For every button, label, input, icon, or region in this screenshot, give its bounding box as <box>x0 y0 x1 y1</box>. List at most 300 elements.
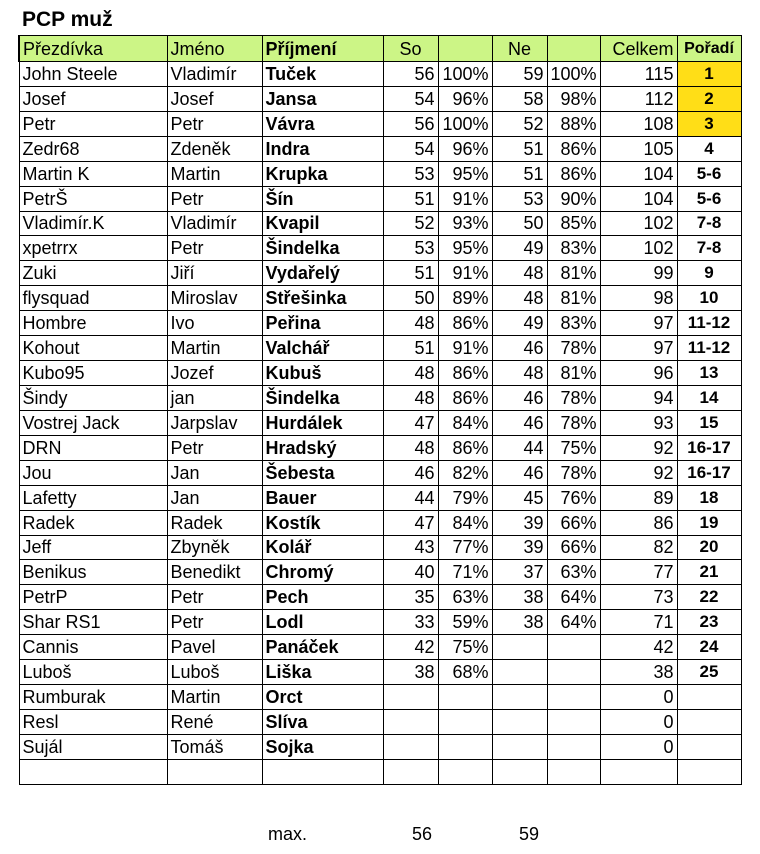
header-nick: Přezdívka <box>19 36 167 62</box>
table-row <box>19 610 741 635</box>
cell-so: 56 <box>383 111 438 136</box>
cell-so-pct: 82% <box>438 460 492 485</box>
cell-ne: 51 <box>492 161 547 186</box>
cell-so: 38 <box>383 660 438 685</box>
table-row <box>19 236 741 261</box>
cell-so <box>383 685 438 710</box>
cell-so-pct: 100% <box>438 62 492 87</box>
cell-first-name: Jan <box>167 485 262 510</box>
cell-nick: Zuki <box>19 261 167 286</box>
table-row <box>19 759 741 784</box>
cell-rank: 5-6 <box>677 161 741 186</box>
cell-so: 53 <box>383 161 438 186</box>
cell-ne: 39 <box>492 535 547 560</box>
cell-surname: Vydařelý <box>262 261 383 286</box>
cell-surname: Lodl <box>262 610 383 635</box>
cell-so-pct: 91% <box>438 336 492 361</box>
cell-ne-pct: 78% <box>547 410 600 435</box>
cell-first-name: Ivo <box>167 311 262 336</box>
cell-so: 47 <box>383 410 438 435</box>
cell-nick: Benikus <box>19 560 167 585</box>
cell-ne-pct <box>547 759 600 784</box>
cell-rank: 10 <box>677 286 741 311</box>
cell-surname: Orct <box>262 685 383 710</box>
cell-so-pct: 84% <box>438 410 492 435</box>
header-ne: Ne <box>492 36 547 62</box>
cell-total: 82 <box>600 535 677 560</box>
cell-surname: Šín <box>262 186 383 211</box>
cell-first-name: Benedikt <box>167 560 262 585</box>
cell-ne: 51 <box>492 136 547 161</box>
cell-rank: 20 <box>677 535 741 560</box>
cell-rank: 11-12 <box>677 336 741 361</box>
cell-so: 47 <box>383 510 438 535</box>
cell-rank: 25 <box>677 660 741 685</box>
table-row <box>19 336 741 361</box>
cell-surname: Slíva <box>262 709 383 734</box>
cell-surname: Bauer <box>262 485 383 510</box>
cell-surname: Střešinka <box>262 286 383 311</box>
header-rank: Pořadí <box>677 36 741 62</box>
cell-ne: 48 <box>492 286 547 311</box>
cell-rank: 13 <box>677 361 741 386</box>
cell-rank <box>677 685 741 710</box>
results-table <box>18 35 742 785</box>
cell-nick: Vladimír.K <box>19 211 167 236</box>
cell-total: 92 <box>600 435 677 460</box>
table-row <box>19 111 741 136</box>
cell-total: 94 <box>600 385 677 410</box>
table-row <box>19 734 741 759</box>
cell-total: 98 <box>600 286 677 311</box>
max-ne-value: 59 <box>519 824 540 844</box>
cell-ne: 48 <box>492 261 547 286</box>
cell-ne-pct: 98% <box>547 86 600 111</box>
cell-so: 51 <box>383 261 438 286</box>
cell-rank: 11-12 <box>677 311 741 336</box>
cell-ne: 53 <box>492 186 547 211</box>
cell-first-name: Martin <box>167 161 262 186</box>
table-row <box>19 435 741 460</box>
cell-rank: 14 <box>677 385 741 410</box>
cell-so: 48 <box>383 435 438 460</box>
cell-so: 48 <box>383 385 438 410</box>
cell-so: 48 <box>383 361 438 386</box>
cell-so: 43 <box>383 535 438 560</box>
cell-surname: Pech <box>262 585 383 610</box>
cell-nick: PetrP <box>19 585 167 610</box>
cell-so-pct: 95% <box>438 161 492 186</box>
cell-total: 77 <box>600 560 677 585</box>
cell-rank: 1 <box>677 62 741 87</box>
cell-total: 105 <box>600 136 677 161</box>
cell-first-name: René <box>167 709 262 734</box>
cell-rank: 16-17 <box>677 435 741 460</box>
cell-nick: Luboš <box>19 660 167 685</box>
cell-ne: 52 <box>492 111 547 136</box>
cell-ne-pct <box>547 709 600 734</box>
cell-ne-pct: 64% <box>547 610 600 635</box>
cell-total: 93 <box>600 410 677 435</box>
cell-surname: Šebesta <box>262 460 383 485</box>
cell-so-pct: 63% <box>438 585 492 610</box>
cell-rank: 19 <box>677 510 741 535</box>
cell-so-pct: 86% <box>438 385 492 410</box>
cell-ne-pct: 83% <box>547 311 600 336</box>
cell-first-name: Petr <box>167 186 262 211</box>
cell-rank <box>677 734 741 759</box>
cell-ne-pct <box>547 635 600 660</box>
cell-surname: Hradský <box>262 435 383 460</box>
cell-first-name: Tomáš <box>167 734 262 759</box>
cell-so-pct: 86% <box>438 435 492 460</box>
cell-surname: Indra <box>262 136 383 161</box>
cell-nick: Lafetty <box>19 485 167 510</box>
cell-first-name: Martin <box>167 685 262 710</box>
cell-first-name: Vladimír <box>167 62 262 87</box>
cell-ne: 46 <box>492 410 547 435</box>
cell-so-pct: 91% <box>438 261 492 286</box>
cell-total: 86 <box>600 510 677 535</box>
cell-nick: Cannis <box>19 635 167 660</box>
table-row <box>19 385 741 410</box>
cell-nick: John Steele <box>19 62 167 87</box>
cell-nick: Jou <box>19 460 167 485</box>
cell-so: 51 <box>383 336 438 361</box>
cell-so-pct: 68% <box>438 660 492 685</box>
cell-ne <box>492 685 547 710</box>
cell-total: 97 <box>600 311 677 336</box>
cell-nick: Shar RS1 <box>19 610 167 635</box>
cell-nick: flysquad <box>19 286 167 311</box>
cell-ne: 59 <box>492 62 547 87</box>
cell-rank: 22 <box>677 585 741 610</box>
cell-ne-pct: 78% <box>547 385 600 410</box>
cell-total: 108 <box>600 111 677 136</box>
cell-ne-pct <box>547 734 600 759</box>
cell-so: 35 <box>383 585 438 610</box>
max-label: max. <box>268 824 308 844</box>
cell-first-name: Luboš <box>167 660 262 685</box>
cell-total <box>600 759 677 784</box>
table-row <box>19 211 741 236</box>
cell-ne <box>492 759 547 784</box>
cell-ne: 48 <box>492 361 547 386</box>
table-row <box>19 62 741 87</box>
table-row <box>19 485 741 510</box>
cell-so-pct <box>438 685 492 710</box>
cell-total: 115 <box>600 62 677 87</box>
table-row <box>19 560 741 585</box>
header-so-pct <box>438 36 492 62</box>
cell-so-pct: 79% <box>438 485 492 510</box>
cell-ne-pct: 66% <box>547 510 600 535</box>
cell-total: 104 <box>600 186 677 211</box>
table-row <box>19 535 741 560</box>
cell-ne: 37 <box>492 560 547 585</box>
cell-ne-pct: 88% <box>547 111 600 136</box>
cell-ne-pct: 81% <box>547 361 600 386</box>
cell-so: 42 <box>383 635 438 660</box>
cell-nick <box>19 759 167 784</box>
cell-total: 0 <box>600 685 677 710</box>
cell-rank <box>677 709 741 734</box>
cell-total: 0 <box>600 709 677 734</box>
cell-so-pct: 71% <box>438 560 492 585</box>
cell-ne-pct: 90% <box>547 186 600 211</box>
cell-first-name: Josef <box>167 86 262 111</box>
cell-ne: 46 <box>492 336 547 361</box>
cell-so: 46 <box>383 460 438 485</box>
cell-first-name: Jiří <box>167 261 262 286</box>
cell-rank: 5-6 <box>677 186 741 211</box>
cell-so-pct: 93% <box>438 211 492 236</box>
cell-nick: Hombre <box>19 311 167 336</box>
cell-ne: 49 <box>492 311 547 336</box>
cell-ne-pct: 78% <box>547 336 600 361</box>
cell-rank: 21 <box>677 560 741 585</box>
cell-first-name: Zdeněk <box>167 136 262 161</box>
cell-nick: Kohout <box>19 336 167 361</box>
cell-so-pct: 89% <box>438 286 492 311</box>
cell-nick: Radek <box>19 510 167 535</box>
cell-so-pct: 96% <box>438 86 492 111</box>
cell-ne-pct <box>547 660 600 685</box>
cell-so-pct <box>438 759 492 784</box>
cell-ne: 46 <box>492 385 547 410</box>
cell-total: 97 <box>600 336 677 361</box>
cell-nick: xpetrrx <box>19 236 167 261</box>
cell-ne <box>492 660 547 685</box>
cell-so <box>383 759 438 784</box>
cell-total: 73 <box>600 585 677 610</box>
cell-ne <box>492 635 547 660</box>
cell-ne: 49 <box>492 236 547 261</box>
cell-surname: Vávra <box>262 111 383 136</box>
cell-ne: 39 <box>492 510 547 535</box>
cell-first-name: Radek <box>167 510 262 535</box>
table-row <box>19 709 741 734</box>
cell-total: 99 <box>600 261 677 286</box>
table-header-row <box>19 36 741 62</box>
table-row <box>19 86 741 111</box>
cell-so: 56 <box>383 62 438 87</box>
cell-surname: Šindelka <box>262 236 383 261</box>
cell-surname: Kostík <box>262 510 383 535</box>
cell-surname: Kvapil <box>262 211 383 236</box>
cell-nick: DRN <box>19 435 167 460</box>
cell-rank: 23 <box>677 610 741 635</box>
cell-so <box>383 734 438 759</box>
table-row <box>19 311 741 336</box>
cell-total: 92 <box>600 460 677 485</box>
cell-rank: 16-17 <box>677 460 741 485</box>
table-row <box>19 585 741 610</box>
cell-surname: Tuček <box>262 62 383 87</box>
cell-nick: Sujál <box>19 734 167 759</box>
cell-so-pct: 59% <box>438 610 492 635</box>
cell-first-name: Petr <box>167 585 262 610</box>
cell-surname: Krupka <box>262 161 383 186</box>
header-ne-pct <box>547 36 600 62</box>
table-row <box>19 685 741 710</box>
cell-nick: Josef <box>19 86 167 111</box>
cell-so-pct: 100% <box>438 111 492 136</box>
cell-ne-pct: 100% <box>547 62 600 87</box>
cell-rank: 4 <box>677 136 741 161</box>
cell-first-name: Petr <box>167 236 262 261</box>
cell-first-name: Jozef <box>167 361 262 386</box>
cell-ne-pct: 86% <box>547 136 600 161</box>
cell-first-name: Petr <box>167 610 262 635</box>
header-first-name: Jméno <box>167 36 262 62</box>
header-so: So <box>383 36 438 62</box>
table-row <box>19 136 741 161</box>
cell-surname: Hurdálek <box>262 410 383 435</box>
cell-ne: 45 <box>492 485 547 510</box>
cell-rank: 7-8 <box>677 236 741 261</box>
cell-rank: 7-8 <box>677 211 741 236</box>
cell-total: 42 <box>600 635 677 660</box>
cell-ne-pct: 83% <box>547 236 600 261</box>
cell-so: 33 <box>383 610 438 635</box>
cell-rank: 3 <box>677 111 741 136</box>
table-row <box>19 410 741 435</box>
cell-total: 38 <box>600 660 677 685</box>
cell-so-pct: 95% <box>438 236 492 261</box>
cell-nick: Šindy <box>19 385 167 410</box>
table-row <box>19 186 741 211</box>
cell-ne: 38 <box>492 610 547 635</box>
cell-total: 89 <box>600 485 677 510</box>
cell-total: 102 <box>600 211 677 236</box>
cell-so: 54 <box>383 86 438 111</box>
cell-ne <box>492 734 547 759</box>
cell-total: 104 <box>600 161 677 186</box>
cell-ne <box>492 709 547 734</box>
cell-first-name: Zbyněk <box>167 535 262 560</box>
cell-rank: 2 <box>677 86 741 111</box>
cell-nick: Vostrej Jack <box>19 410 167 435</box>
cell-surname: Panáček <box>262 635 383 660</box>
cell-so-pct: 96% <box>438 136 492 161</box>
cell-so-pct: 86% <box>438 361 492 386</box>
cell-nick: PetrŠ <box>19 186 167 211</box>
cell-nick: Kubo95 <box>19 361 167 386</box>
cell-total: 71 <box>600 610 677 635</box>
cell-first-name: Petr <box>167 111 262 136</box>
table-row <box>19 660 741 685</box>
cell-ne-pct: 81% <box>547 261 600 286</box>
table-row <box>19 635 741 660</box>
cell-rank: 24 <box>677 635 741 660</box>
cell-so <box>383 709 438 734</box>
cell-so-pct: 91% <box>438 186 492 211</box>
cell-total: 102 <box>600 236 677 261</box>
cell-surname: Valchář <box>262 336 383 361</box>
cell-surname: Liška <box>262 660 383 685</box>
cell-ne-pct: 85% <box>547 211 600 236</box>
cell-surname: Šindelka <box>262 385 383 410</box>
cell-surname: Kubuš <box>262 361 383 386</box>
cell-ne-pct: 66% <box>547 535 600 560</box>
cell-ne-pct: 75% <box>547 435 600 460</box>
cell-surname: Sojka <box>262 734 383 759</box>
cell-surname: Kolář <box>262 535 383 560</box>
cell-rank: 15 <box>677 410 741 435</box>
cell-ne: 58 <box>492 86 547 111</box>
cell-first-name: Pavel <box>167 635 262 660</box>
cell-ne-pct <box>547 685 600 710</box>
cell-so: 48 <box>383 311 438 336</box>
cell-nick: Zedr68 <box>19 136 167 161</box>
cell-so-pct: 77% <box>438 535 492 560</box>
cell-so-pct <box>438 709 492 734</box>
cell-first-name: Jan <box>167 460 262 485</box>
cell-nick: Martin K <box>19 161 167 186</box>
cell-ne-pct: 81% <box>547 286 600 311</box>
cell-total: 112 <box>600 86 677 111</box>
cell-surname: Peřina <box>262 311 383 336</box>
cell-so: 40 <box>383 560 438 585</box>
cell-total: 96 <box>600 361 677 386</box>
table-row <box>19 460 741 485</box>
cell-so: 44 <box>383 485 438 510</box>
table-row <box>19 161 741 186</box>
page-title: PCP muž <box>22 8 113 31</box>
cell-surname <box>262 759 383 784</box>
cell-so-pct <box>438 734 492 759</box>
cell-ne-pct: 76% <box>547 485 600 510</box>
cell-ne-pct: 64% <box>547 585 600 610</box>
cell-first-name: Miroslav <box>167 286 262 311</box>
cell-so-pct: 75% <box>438 635 492 660</box>
cell-ne: 46 <box>492 460 547 485</box>
cell-ne-pct: 86% <box>547 161 600 186</box>
cell-so: 54 <box>383 136 438 161</box>
cell-so: 50 <box>383 286 438 311</box>
cell-surname: Chromý <box>262 560 383 585</box>
cell-ne: 50 <box>492 211 547 236</box>
header-surname: Příjmení <box>262 36 383 62</box>
cell-ne-pct: 78% <box>547 460 600 485</box>
cell-so: 51 <box>383 186 438 211</box>
table-row <box>19 286 741 311</box>
cell-first-name <box>167 759 262 784</box>
table-row <box>19 361 741 386</box>
header-total: Celkem <box>600 36 677 62</box>
cell-so-pct: 84% <box>438 510 492 535</box>
table-row <box>19 510 741 535</box>
cell-rank: 18 <box>677 485 741 510</box>
table-row <box>19 261 741 286</box>
cell-ne-pct: 63% <box>547 560 600 585</box>
cell-nick: Petr <box>19 111 167 136</box>
cell-so: 52 <box>383 211 438 236</box>
cell-nick: Rumburak <box>19 685 167 710</box>
cell-ne: 38 <box>492 585 547 610</box>
cell-ne: 44 <box>492 435 547 460</box>
max-so-value: 56 <box>412 824 433 844</box>
cell-rank: 9 <box>677 261 741 286</box>
cell-first-name: Martin <box>167 336 262 361</box>
cell-first-name: Vladimír <box>167 211 262 236</box>
cell-so: 53 <box>383 236 438 261</box>
cell-rank <box>677 759 741 784</box>
cell-surname: Jansa <box>262 86 383 111</box>
cell-so-pct: 86% <box>438 311 492 336</box>
cell-total: 0 <box>600 734 677 759</box>
